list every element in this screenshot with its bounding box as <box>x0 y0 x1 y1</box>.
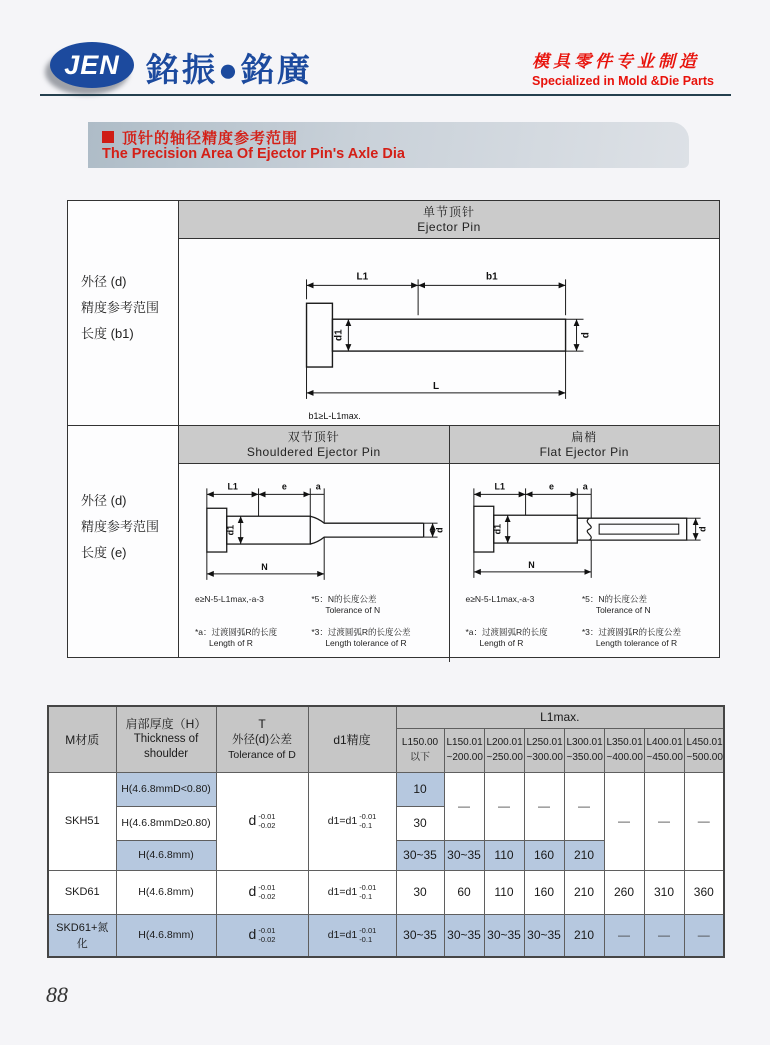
value-cell-dash: — <box>564 772 604 840</box>
table-row-skd61 <box>48 870 724 914</box>
tolerance-cell <box>216 914 308 957</box>
value-cell: 30~35 <box>396 840 444 870</box>
range-3-bottom: ~300.00 <box>526 752 563 763</box>
material-skd61: SKD61 <box>48 870 116 914</box>
shoulder-h-cell: H(4.6.8mmD≥0.80) <box>116 806 216 840</box>
shouldered-pin-notes <box>179 590 449 662</box>
d1-base: d1=d1 <box>327 929 358 942</box>
n3-cn: *3：过渡圆弧R的长度公差 <box>581 627 681 638</box>
n3-cn: *3：过渡圆弧R的长度公差 <box>311 627 411 638</box>
dim-label-L1: L1 <box>227 481 238 492</box>
value-cell: 310 <box>644 870 684 914</box>
na-cn: *a：过渡圆弧R的长度 <box>465 627 548 638</box>
note-na <box>466 627 582 660</box>
value-cell: 160 <box>524 840 564 870</box>
tol-base: d <box>248 882 257 899</box>
dim-label-d: d <box>580 332 592 339</box>
shouldered-pin-svg <box>179 464 449 590</box>
range-5-top: L350.01 <box>606 737 643 748</box>
value-cell-dash: — <box>604 772 644 870</box>
shoulder-h-cell: H(4.6.8mmD<0.80) <box>116 772 216 806</box>
tol-base: d <box>248 811 257 828</box>
value-cell: 30~35 <box>396 914 444 957</box>
range-header-4 <box>564 728 604 772</box>
dim-label-d1: d1 <box>492 523 503 535</box>
tolerance-cell <box>216 870 308 914</box>
shouldered-pin-column <box>179 426 449 662</box>
dim-label-a: a <box>315 481 321 492</box>
dim-label-d1: d1 <box>225 524 236 536</box>
flat-pin-header <box>450 426 720 464</box>
flat-pin-notes <box>450 590 720 662</box>
shoulder-line3: shoulder <box>143 748 189 761</box>
note-n5 <box>311 594 442 627</box>
range-header-7 <box>684 728 724 772</box>
value-cell: 30 <box>396 870 444 914</box>
range-header-6 <box>644 728 684 772</box>
value-cell: 30~35 <box>484 914 524 957</box>
dim-label-d: d <box>434 527 445 533</box>
flat-header-cn: 扁梢 <box>571 429 598 444</box>
row1-side-label <box>68 201 179 425</box>
range-1-top: L150.01 <box>446 737 483 748</box>
n5-cn: *5：N的长度公差 <box>581 594 647 605</box>
value-cell: 210 <box>564 914 604 957</box>
d1-precision-cell <box>308 914 396 957</box>
brand-name: 銘振●銘廣 <box>146 51 313 88</box>
dim-label-d1: d1 <box>333 329 345 341</box>
tagline-english: Specialized in Mold &Die Parts <box>532 74 714 88</box>
dim-label-d: d <box>697 526 708 532</box>
na-cn: *a：过渡圆弧R的长度 <box>195 627 278 638</box>
dim-label-e: e <box>281 481 287 492</box>
tol-base: d <box>248 926 257 943</box>
note-n5 <box>582 594 713 627</box>
n5-cn: *5：N的长度公差 <box>311 594 377 605</box>
value-cell: 30~35 <box>444 840 484 870</box>
diagram-row-shouldered-flat <box>68 426 719 658</box>
col-header-l1max: L1max. <box>396 706 724 728</box>
value-cell-dash: — <box>684 772 724 870</box>
shouldered-header-en: Shouldered Ejector Pin <box>246 444 381 459</box>
material-skh51: SKH51 <box>48 772 116 870</box>
section-title-banner <box>88 122 689 168</box>
value-cell: 30~35 <box>444 914 484 957</box>
diagram-table <box>67 200 720 658</box>
value-cell-dash: — <box>604 914 644 957</box>
tol-sub: -0.02 <box>258 821 276 831</box>
dim-label-e: e <box>548 481 554 492</box>
note-n3 <box>582 627 713 660</box>
row2-side-line2: 精度参考范围 <box>81 519 160 534</box>
col-header-material: M材质 <box>48 706 116 772</box>
spec-table <box>47 705 725 958</box>
value-cell: 110 <box>484 870 524 914</box>
range-header-5 <box>604 728 644 772</box>
tolerance-line1: T <box>258 717 266 732</box>
n3-en: Length tolerance of R <box>325 638 407 649</box>
note-na <box>195 627 311 660</box>
na-en: Length of R <box>479 638 524 649</box>
range-3-top: L250.01 <box>526 737 563 748</box>
header-divider <box>40 94 731 96</box>
tolerance-line2: 外径(d)公差 <box>231 733 293 746</box>
range-6-top: L400.01 <box>646 737 683 748</box>
shoulder-line1: 肩部厚度（H） <box>125 716 207 731</box>
d1-sup: -0.01 <box>359 812 377 821</box>
d1-precision-cell <box>308 870 396 914</box>
d1-sub: -0.1 <box>359 892 373 901</box>
range-2-top: L200.01 <box>486 737 523 748</box>
dim-label-N: N <box>261 561 268 572</box>
value-cell-dash: — <box>644 914 684 957</box>
row2-side-label <box>68 426 179 658</box>
note-formula <box>466 594 582 627</box>
value-cell-dash: — <box>524 772 564 840</box>
col-header-shoulder <box>116 706 216 772</box>
tol-sup: -0.01 <box>258 926 276 936</box>
shoulder-line2: Thickness of <box>133 732 199 745</box>
flat-pin-drawing <box>450 464 720 590</box>
value-cell: 110 <box>484 840 524 870</box>
dim-label-b1: b1 <box>486 271 498 283</box>
shoulder-h-cell: H(4.6.8mm) <box>116 870 216 914</box>
d1-sup: -0.01 <box>359 926 377 936</box>
range-header-1 <box>444 728 484 772</box>
n5-en: Tolerance of N <box>595 605 651 616</box>
dim-label-L: L <box>433 380 440 392</box>
tol-sub: -0.02 <box>258 935 276 945</box>
e-formula: e≥N-5-L1max,-a-3 <box>195 594 264 605</box>
range-header-0 <box>396 728 444 772</box>
na-en: Length of R <box>209 638 253 649</box>
n3-en: Length tolerance of R <box>595 638 678 649</box>
value-cell-dash: — <box>444 772 484 840</box>
d1-sup: -0.01 <box>359 883 377 892</box>
n5-en: Tolerance of N <box>325 605 381 616</box>
jen-logo <box>50 42 134 88</box>
tolerance-line3: Tolerance of D <box>228 749 296 762</box>
ejector-pin-header <box>179 201 719 239</box>
dim-label-L1: L1 <box>356 271 369 283</box>
range-0-bottom: 以下 <box>410 752 430 763</box>
dim-label-N: N <box>527 559 535 570</box>
shouldered-pin-header <box>179 426 449 464</box>
value-cell-dash: — <box>644 772 684 870</box>
page-title-en: The Precision Area Of Ejector Pin's Axle Dia <box>102 146 405 162</box>
row2-side-line3: 长度 (e) <box>81 545 127 560</box>
range-4-top: L300.01 <box>566 737 603 748</box>
range-4-bottom: ~350.00 <box>566 752 603 763</box>
value-cell: 210 <box>564 840 604 870</box>
row1-side-line1: 外径 (d) <box>81 274 127 289</box>
value-cell: 210 <box>564 870 604 914</box>
flat-header-en: Flat Ejector Pin <box>539 444 629 459</box>
page-number: 88 <box>46 982 68 1007</box>
material-skd61-nitrided: SKD61+氮化 <box>48 914 116 957</box>
d1-precision-cell <box>308 772 396 870</box>
jen-logo-text: JEN <box>64 49 120 80</box>
dim-label-L1: L1 <box>494 481 505 492</box>
range-5-bottom: ~400.00 <box>606 752 643 763</box>
diagram-row-ejector-pin <box>68 201 719 426</box>
shouldered-header-cn: 双节顶针 <box>287 429 340 444</box>
red-square-bullet-icon <box>102 131 114 143</box>
note-formula <box>195 594 311 627</box>
flat-pin-column <box>449 426 720 662</box>
flat-pin-svg <box>450 464 720 590</box>
value-cell: 30 <box>396 806 444 840</box>
ejector-pin-drawing <box>179 239 719 430</box>
value-cell: 160 <box>524 870 564 914</box>
ejector-pin-header-en: Ejector Pin <box>417 219 481 234</box>
dim-label-a: a <box>582 481 588 492</box>
range-header-3 <box>524 728 564 772</box>
tol-sub: -0.02 <box>258 892 276 902</box>
d1-base: d1=d1 <box>327 814 358 827</box>
tagline-chinese: 模具零件专业制造 <box>532 52 700 71</box>
ejector-pin-svg <box>179 239 719 430</box>
value-cell: 360 <box>684 870 724 914</box>
range-header-2 <box>484 728 524 772</box>
range-0-top: L150.00 <box>401 737 439 748</box>
value-cell-dash: — <box>684 914 724 957</box>
d1-sub: -0.1 <box>359 821 373 830</box>
value-cell: 10 <box>396 772 444 806</box>
col-header-d1-precision: d1精度 <box>308 706 396 772</box>
value-cell: 260 <box>604 870 644 914</box>
tol-sup: -0.01 <box>258 812 276 822</box>
e-formula: e≥N-5-L1max,-a-3 <box>465 594 535 605</box>
d1-base: d1=d1 <box>327 885 358 898</box>
table-row-skh51-1 <box>48 772 724 806</box>
tol-sup: -0.01 <box>258 883 276 893</box>
tolerance-cell <box>216 772 308 870</box>
value-cell: 30~35 <box>524 914 564 957</box>
shouldered-pin-drawing <box>179 464 449 590</box>
d1-sub: -0.1 <box>359 935 373 945</box>
table-row-skd61-nitrided <box>48 914 724 957</box>
row1-side-line2: 精度参考范围 <box>81 300 160 315</box>
range-6-bottom: ~450.00 <box>646 752 683 763</box>
col-header-tolerance <box>216 706 308 772</box>
value-cell: 60 <box>444 870 484 914</box>
shoulder-h-cell: H(4.6.8mm) <box>116 914 216 957</box>
value-cell-dash: — <box>484 772 524 840</box>
row2-side-line1: 外径 (d) <box>81 493 127 508</box>
range-7-bottom: ~500.00 <box>686 752 723 763</box>
note-n3 <box>311 627 442 660</box>
range-1-bottom: ~200.00 <box>446 752 483 763</box>
range-7-top: L450.01 <box>686 737 723 748</box>
shoulder-h-cell: H(4.6.8mm) <box>116 840 216 870</box>
b1-formula-note: b1≥L-L1max. <box>308 410 361 421</box>
page-title-cn: 顶针的轴径精度参考范围 <box>122 130 299 147</box>
ejector-pin-header-cn: 单节顶针 <box>422 204 475 219</box>
row1-side-line3: 长度 (b1) <box>81 326 134 341</box>
range-2-bottom: ~250.00 <box>486 752 523 763</box>
